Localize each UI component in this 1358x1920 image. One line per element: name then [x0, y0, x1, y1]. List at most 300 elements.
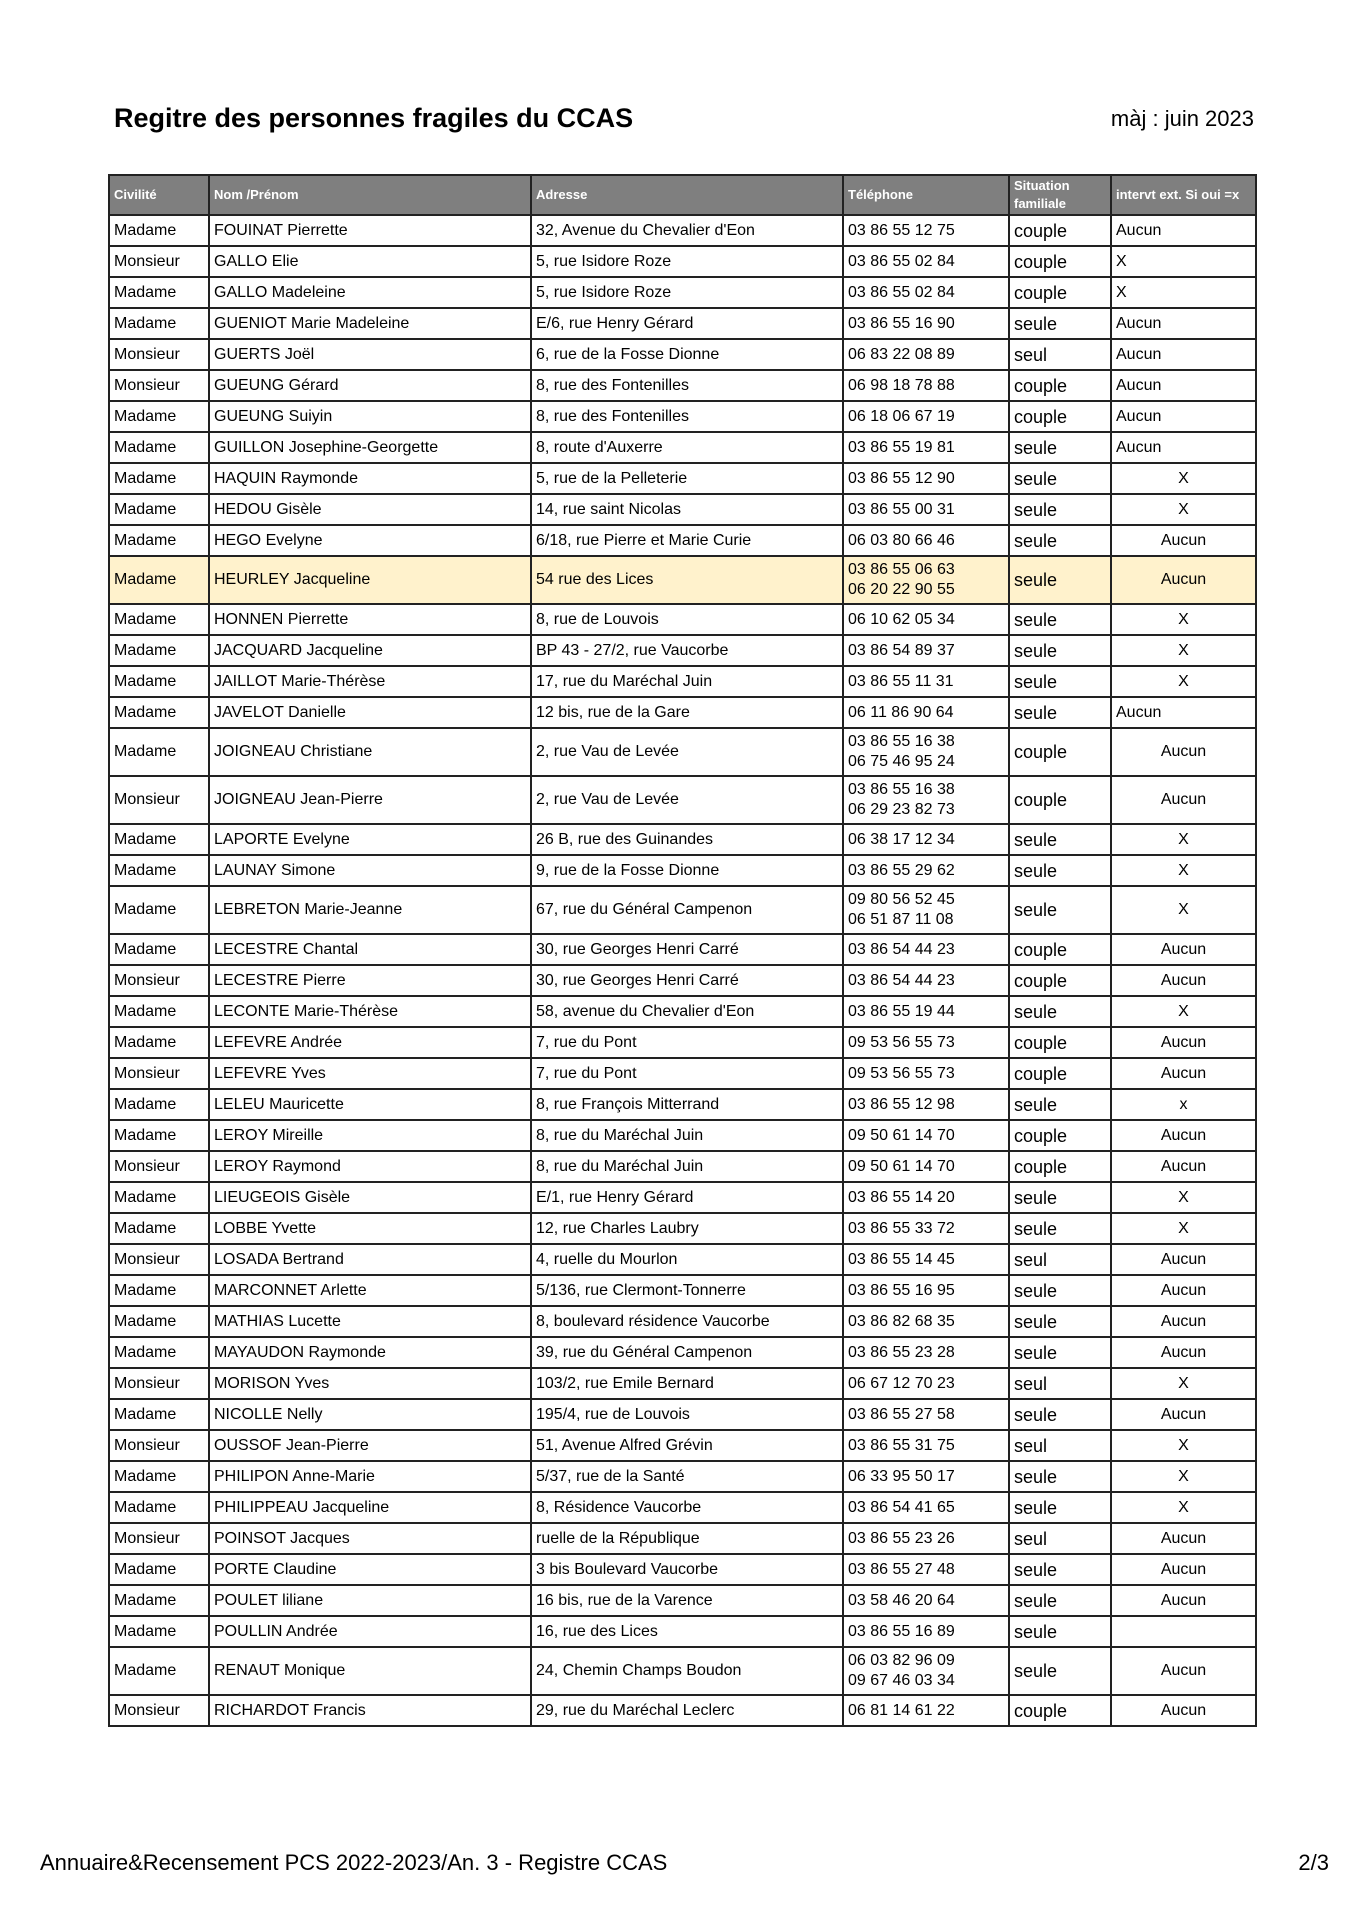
- cell-intervention: X: [1111, 1492, 1256, 1523]
- cell-civilite: Monsieur: [109, 1368, 209, 1399]
- cell-intervention: Aucun: [1111, 308, 1256, 339]
- cell-telephone: [843, 1399, 1009, 1430]
- cell-telephone: [843, 1647, 1009, 1695]
- phone-number: 06 20 22 90 55: [848, 581, 955, 598]
- phone-number: 03 86 55 23 28: [848, 1343, 955, 1361]
- cell-nom: LEROY Mireille: [209, 1120, 531, 1151]
- cell-civilite: Madame: [109, 463, 209, 494]
- phone-number: 03 86 55 00 31: [848, 500, 955, 518]
- cell-nom: LEFEVRE Yves: [209, 1058, 531, 1089]
- table-row: [109, 1306, 1256, 1337]
- table-row: [109, 824, 1256, 855]
- cell-telephone: [843, 824, 1009, 855]
- table-row: [109, 1244, 1256, 1275]
- col-header-adresse: Adresse: [531, 175, 843, 215]
- cell-situation: seule: [1009, 1492, 1111, 1523]
- cell-telephone: [843, 1523, 1009, 1554]
- cell-situation: couple: [1009, 1695, 1111, 1726]
- cell-civilite: Monsieur: [109, 1523, 209, 1554]
- cell-situation: seule: [1009, 463, 1111, 494]
- cell-intervention: Aucun: [1111, 1275, 1256, 1306]
- table-row: [109, 886, 1256, 934]
- cell-civilite: Madame: [109, 886, 209, 934]
- cell-civilite: Monsieur: [109, 1244, 209, 1275]
- cell-adresse: 16 bis, rue de la Varence: [531, 1585, 843, 1616]
- cell-nom: JACQUARD Jacqueline: [209, 635, 531, 666]
- table-row: [109, 308, 1256, 339]
- phone-number: 03 86 54 44 23: [848, 971, 955, 989]
- cell-nom: GUEUNG Gérard: [209, 370, 531, 401]
- cell-nom: LECESTRE Chantal: [209, 934, 531, 965]
- page-number: 2/3: [1298, 1850, 1329, 1875]
- cell-telephone: [843, 776, 1009, 824]
- table-row: [109, 1151, 1256, 1182]
- cell-intervention: Aucun: [1111, 1244, 1256, 1275]
- cell-situation: seule: [1009, 855, 1111, 886]
- table-row: [109, 1616, 1256, 1647]
- cell-civilite: Madame: [109, 1306, 209, 1337]
- table-row: [109, 1492, 1256, 1523]
- footer-reference: Annuaire&Recensement PCS 2022-2023/An. 3 - Registre CCAS: [40, 1850, 668, 1875]
- cell-adresse: 5/37, rue de la Santé: [531, 1461, 843, 1492]
- cell-nom: JOIGNEAU Christiane: [209, 728, 531, 776]
- table-row: [109, 996, 1256, 1027]
- cell-adresse: 2, rue Vau de Levée: [531, 776, 843, 824]
- cell-civilite: Madame: [109, 1027, 209, 1058]
- cell-situation: couple: [1009, 1120, 1111, 1151]
- cell-intervention: Aucun: [1111, 1306, 1256, 1337]
- cell-telephone: [843, 339, 1009, 370]
- phone-number: 06 38 17 12 34: [848, 830, 955, 848]
- phone-number: 06 98 18 78 88: [848, 376, 955, 394]
- cell-adresse: 8, Résidence Vaucorbe: [531, 1492, 843, 1523]
- cell-intervention: X: [1111, 246, 1256, 277]
- cell-civilite: Madame: [109, 1399, 209, 1430]
- cell-telephone: [843, 1337, 1009, 1368]
- cell-civilite: Madame: [109, 308, 209, 339]
- cell-nom: HEGO Evelyne: [209, 525, 531, 556]
- cell-adresse: 6/18, rue Pierre et Marie Curie: [531, 525, 843, 556]
- cell-situation: seule: [1009, 1182, 1111, 1213]
- cell-civilite: Madame: [109, 277, 209, 308]
- table-row: [109, 401, 1256, 432]
- cell-situation: seule: [1009, 604, 1111, 635]
- table-row: [109, 277, 1256, 308]
- phone-number: 09 50 61 14 70: [848, 1126, 955, 1144]
- cell-intervention: Aucun: [1111, 1120, 1256, 1151]
- phone-number: 09 53 56 55 73: [848, 1064, 955, 1082]
- cell-intervention: X: [1111, 1430, 1256, 1461]
- cell-situation: couple: [1009, 370, 1111, 401]
- cell-situation: seule: [1009, 824, 1111, 855]
- cell-telephone: [843, 697, 1009, 728]
- phone-number: 03 86 54 41 65: [848, 1498, 955, 1516]
- phone-number: 03 86 55 11 31: [848, 672, 954, 690]
- table-row: [109, 494, 1256, 525]
- col-header-nom: Nom /Prénom: [209, 175, 531, 215]
- phone-number: 03 86 55 19 81: [848, 438, 955, 456]
- cell-telephone: [843, 1089, 1009, 1120]
- cell-nom: LIEUGEOIS Gisèle: [209, 1182, 531, 1213]
- cell-nom: OUSSOF Jean-Pierre: [209, 1430, 531, 1461]
- phone-number: 03 86 55 06 63: [848, 561, 955, 578]
- table-row: [109, 666, 1256, 697]
- cell-intervention: X: [1111, 635, 1256, 666]
- cell-telephone: [843, 1461, 1009, 1492]
- phone-number: 03 86 55 33 72: [848, 1219, 955, 1237]
- phone-number: 03 86 55 27 58: [848, 1405, 955, 1423]
- cell-telephone: [843, 1027, 1009, 1058]
- table-row: [109, 1058, 1256, 1089]
- cell-telephone: [843, 1368, 1009, 1399]
- cell-adresse: 16, rue des Lices: [531, 1616, 843, 1647]
- phone-number: 03 86 55 23 26: [848, 1529, 955, 1547]
- cell-intervention: Aucun: [1111, 728, 1256, 776]
- cell-intervention: Aucun: [1111, 1554, 1256, 1585]
- cell-adresse: ruelle de la République: [531, 1523, 843, 1554]
- cell-intervention: Aucun: [1111, 339, 1256, 370]
- cell-adresse: 8, boulevard résidence Vaucorbe: [531, 1306, 843, 1337]
- phone-number: 03 86 55 14 20: [848, 1188, 955, 1206]
- table-row: [109, 246, 1256, 277]
- cell-civilite: Monsieur: [109, 339, 209, 370]
- phone-number: 03 86 55 02 84: [848, 283, 955, 301]
- cell-telephone: [843, 1244, 1009, 1275]
- phone-number: 03 86 55 16 38: [848, 781, 955, 798]
- cell-situation: seule: [1009, 1337, 1111, 1368]
- cell-adresse: 5, rue Isidore Roze: [531, 277, 843, 308]
- cell-adresse: 12 bis, rue de la Gare: [531, 697, 843, 728]
- cell-nom: LOSADA Bertrand: [209, 1244, 531, 1275]
- cell-nom: NICOLLE Nelly: [209, 1399, 531, 1430]
- cell-civilite: Madame: [109, 996, 209, 1027]
- table-row: [109, 339, 1256, 370]
- col-header-intervention: intervt ext. Si oui =x: [1111, 175, 1256, 215]
- cell-adresse: 7, rue du Pont: [531, 1027, 843, 1058]
- cell-adresse: 3 bis Boulevard Vaucorbe: [531, 1554, 843, 1585]
- cell-telephone: [843, 996, 1009, 1027]
- cell-intervention: Aucun: [1111, 1027, 1256, 1058]
- cell-adresse: 8, rue du Maréchal Juin: [531, 1151, 843, 1182]
- phone-number: 03 86 55 16 89: [848, 1622, 955, 1640]
- phone-number: 03 86 55 16 90: [848, 314, 955, 332]
- cell-telephone: [843, 1120, 1009, 1151]
- cell-situation: couple: [1009, 246, 1111, 277]
- cell-intervention: Aucun: [1111, 965, 1256, 996]
- cell-adresse: 54 rue des Lices: [531, 556, 843, 604]
- cell-situation: seule: [1009, 1399, 1111, 1430]
- cell-situation: seule: [1009, 1585, 1111, 1616]
- cell-adresse: 8, rue de Louvois: [531, 604, 843, 635]
- cell-nom: POINSOT Jacques: [209, 1523, 531, 1554]
- cell-nom: LEBRETON Marie-Jeanne: [209, 886, 531, 934]
- phone-number: 03 86 54 89 37: [848, 641, 955, 659]
- cell-telephone: [843, 432, 1009, 463]
- cell-situation: couple: [1009, 1027, 1111, 1058]
- cell-situation: seul: [1009, 339, 1111, 370]
- cell-civilite: Madame: [109, 1213, 209, 1244]
- cell-telephone: [843, 1275, 1009, 1306]
- cell-telephone: [843, 556, 1009, 604]
- registry-table: [108, 174, 1257, 1727]
- table-row: [109, 1523, 1256, 1554]
- cell-adresse: 9, rue de la Fosse Dionne: [531, 855, 843, 886]
- cell-civilite: Madame: [109, 1120, 209, 1151]
- table-body: [109, 215, 1256, 1726]
- cell-nom: LAPORTE Evelyne: [209, 824, 531, 855]
- cell-telephone: [843, 1182, 1009, 1213]
- cell-intervention: X: [1111, 855, 1256, 886]
- page-title: Regitre des personnes fragiles du CCAS: [114, 103, 634, 133]
- cell-intervention: X: [1111, 463, 1256, 494]
- cell-nom: MATHIAS Lucette: [209, 1306, 531, 1337]
- cell-adresse: 30, rue Georges Henri Carré: [531, 934, 843, 965]
- cell-situation: seule: [1009, 556, 1111, 604]
- table-row: [109, 1182, 1256, 1213]
- cell-nom: GUERTS Joël: [209, 339, 531, 370]
- cell-situation: seule: [1009, 697, 1111, 728]
- cell-nom: LOBBE Yvette: [209, 1213, 531, 1244]
- cell-civilite: Madame: [109, 401, 209, 432]
- cell-adresse: 8, rue François Mitterrand: [531, 1089, 843, 1120]
- cell-civilite: Madame: [109, 1089, 209, 1120]
- table-row: [109, 1120, 1256, 1151]
- cell-telephone: [843, 1585, 1009, 1616]
- phone-number: 03 86 55 19 44: [848, 1002, 955, 1020]
- cell-civilite: Madame: [109, 728, 209, 776]
- cell-situation: seule: [1009, 308, 1111, 339]
- table-row: [109, 463, 1256, 494]
- cell-adresse: 32, Avenue du Chevalier d'Eon: [531, 215, 843, 246]
- cell-intervention: X: [1111, 1461, 1256, 1492]
- cell-intervention: X: [1111, 1182, 1256, 1213]
- table-row: [109, 1430, 1256, 1461]
- cell-adresse: E/1, rue Henry Gérard: [531, 1182, 843, 1213]
- cell-telephone: [843, 308, 1009, 339]
- cell-nom: GALLO Elie: [209, 246, 531, 277]
- table-row: [109, 1585, 1256, 1616]
- cell-situation: seule: [1009, 1647, 1111, 1695]
- cell-civilite: Madame: [109, 432, 209, 463]
- cell-telephone: [843, 525, 1009, 556]
- cell-civilite: Madame: [109, 666, 209, 697]
- cell-nom: MAYAUDON Raymonde: [209, 1337, 531, 1368]
- phone-number: 03 86 82 68 35: [848, 1312, 955, 1330]
- table-row: [109, 776, 1256, 824]
- cell-nom: HEDOU Gisèle: [209, 494, 531, 525]
- cell-situation: couple: [1009, 1151, 1111, 1182]
- cell-adresse: 8, route d'Auxerre: [531, 432, 843, 463]
- cell-telephone: [843, 1492, 1009, 1523]
- phone-number: 06 67 12 70 23: [848, 1374, 955, 1392]
- cell-intervention: [1111, 1616, 1256, 1647]
- cell-civilite: Madame: [109, 635, 209, 666]
- phone-number: 09 80 56 52 45: [848, 891, 955, 908]
- cell-nom: HONNEN Pierrette: [209, 604, 531, 635]
- cell-nom: POULET liliane: [209, 1585, 531, 1616]
- phone-number: 03 86 55 14 45: [848, 1250, 955, 1268]
- cell-situation: seul: [1009, 1368, 1111, 1399]
- cell-nom: LELEU Mauricette: [209, 1089, 531, 1120]
- cell-civilite: Madame: [109, 1492, 209, 1523]
- cell-situation: seule: [1009, 666, 1111, 697]
- table-row: [109, 1399, 1256, 1430]
- cell-adresse: BP 43 - 27/2, rue Vaucorbe: [531, 635, 843, 666]
- cell-civilite: Madame: [109, 1647, 209, 1695]
- cell-civilite: Monsieur: [109, 965, 209, 996]
- cell-nom: MORISON Yves: [209, 1368, 531, 1399]
- cell-intervention: X: [1111, 1213, 1256, 1244]
- cell-situation: seule: [1009, 1461, 1111, 1492]
- cell-telephone: [843, 1616, 1009, 1647]
- cell-intervention: Aucun: [1111, 215, 1256, 246]
- cell-telephone: [843, 463, 1009, 494]
- table-row: [109, 1695, 1256, 1726]
- cell-situation: couple: [1009, 965, 1111, 996]
- cell-intervention: Aucun: [1111, 776, 1256, 824]
- cell-intervention: X: [1111, 277, 1256, 308]
- cell-adresse: 8, rue des Fontenilles: [531, 401, 843, 432]
- cell-nom: HAQUIN Raymonde: [209, 463, 531, 494]
- cell-nom: PORTE Claudine: [209, 1554, 531, 1585]
- phone-number: 03 86 55 12 90: [848, 469, 955, 487]
- cell-civilite: Madame: [109, 556, 209, 604]
- cell-civilite: Monsieur: [109, 776, 209, 824]
- table-row: [109, 635, 1256, 666]
- table-row: [109, 215, 1256, 246]
- cell-nom: LEROY Raymond: [209, 1151, 531, 1182]
- cell-civilite: Madame: [109, 697, 209, 728]
- cell-adresse: 5, rue de la Pelleterie: [531, 463, 843, 494]
- cell-nom: LEFEVRE Andrée: [209, 1027, 531, 1058]
- cell-adresse: 26 B, rue des Guinandes: [531, 824, 843, 855]
- cell-adresse: 12, rue Charles Laubry: [531, 1213, 843, 1244]
- cell-telephone: [843, 728, 1009, 776]
- cell-situation: couple: [1009, 776, 1111, 824]
- cell-nom: HEURLEY Jacqueline: [209, 556, 531, 604]
- cell-intervention: X: [1111, 886, 1256, 934]
- cell-situation: seule: [1009, 1213, 1111, 1244]
- cell-adresse: 6, rue de la Fosse Dionne: [531, 339, 843, 370]
- phone-number: 03 86 55 16 38: [848, 733, 955, 750]
- cell-intervention: X: [1111, 1368, 1256, 1399]
- col-header-civilite: Civilité: [109, 175, 209, 215]
- table-row: [109, 1461, 1256, 1492]
- phone-number: 03 86 55 02 84: [848, 252, 955, 270]
- cell-intervention: Aucun: [1111, 556, 1256, 604]
- cell-intervention: X: [1111, 604, 1256, 635]
- phone-number: 06 83 22 08 89: [848, 345, 955, 363]
- col-header-telephone: Téléphone: [843, 175, 1009, 215]
- phone-number: 03 86 54 44 23: [848, 940, 955, 958]
- cell-situation: seule: [1009, 886, 1111, 934]
- phone-number: 03 86 55 31 75: [848, 1436, 955, 1454]
- cell-situation: seul: [1009, 1244, 1111, 1275]
- cell-nom: PHILIPPEAU Jacqueline: [209, 1492, 531, 1523]
- cell-telephone: [843, 855, 1009, 886]
- phone-number: 03 86 55 29 62: [848, 861, 955, 879]
- cell-situation: seule: [1009, 1554, 1111, 1585]
- cell-adresse: 39, rue du Général Campenon: [531, 1337, 843, 1368]
- table-row: [109, 1089, 1256, 1120]
- cell-civilite: Madame: [109, 604, 209, 635]
- cell-intervention: Aucun: [1111, 525, 1256, 556]
- cell-civilite: Madame: [109, 1616, 209, 1647]
- cell-civilite: Madame: [109, 1275, 209, 1306]
- phone-number: 06 75 46 95 24: [848, 753, 955, 770]
- cell-situation: couple: [1009, 401, 1111, 432]
- table-row: [109, 1337, 1256, 1368]
- cell-nom: MARCONNET Arlette: [209, 1275, 531, 1306]
- cell-nom: LAUNAY Simone: [209, 855, 531, 886]
- cell-intervention: Aucun: [1111, 432, 1256, 463]
- cell-nom: GUENIOT Marie Madeleine: [209, 308, 531, 339]
- cell-telephone: [843, 965, 1009, 996]
- phone-number: 06 33 95 50 17: [848, 1467, 955, 1485]
- cell-situation: seul: [1009, 1430, 1111, 1461]
- cell-adresse: 58, avenue du Chevalier d'Eon: [531, 996, 843, 1027]
- cell-nom: GUILLON Josephine-Georgette: [209, 432, 531, 463]
- cell-telephone: [843, 604, 1009, 635]
- cell-civilite: Monsieur: [109, 1695, 209, 1726]
- cell-nom: LECESTRE Pierre: [209, 965, 531, 996]
- cell-situation: seule: [1009, 1089, 1111, 1120]
- table-row: [109, 1213, 1256, 1244]
- table-row: [109, 604, 1256, 635]
- cell-situation: seule: [1009, 525, 1111, 556]
- phone-number: 06 51 87 11 08: [848, 911, 954, 928]
- table-row: [109, 1275, 1256, 1306]
- cell-adresse: E/6, rue Henry Gérard: [531, 308, 843, 339]
- cell-nom: GALLO Madeleine: [209, 277, 531, 308]
- cell-nom: RENAUT Monique: [209, 1647, 531, 1695]
- cell-situation: seule: [1009, 1616, 1111, 1647]
- cell-situation: seul: [1009, 1523, 1111, 1554]
- cell-intervention: Aucun: [1111, 1151, 1256, 1182]
- table-row: [109, 965, 1256, 996]
- cell-intervention: Aucun: [1111, 1585, 1256, 1616]
- cell-nom: JAVELOT Danielle: [209, 697, 531, 728]
- cell-nom: JOIGNEAU Jean-Pierre: [209, 776, 531, 824]
- cell-nom: PHILIPON Anne-Marie: [209, 1461, 531, 1492]
- cell-intervention: Aucun: [1111, 697, 1256, 728]
- cell-intervention: X: [1111, 996, 1256, 1027]
- phone-number: 09 53 56 55 73: [848, 1033, 955, 1051]
- phone-number: 06 11 86 90 64: [848, 703, 954, 721]
- table-row: [109, 697, 1256, 728]
- phone-number: 09 67 46 03 34: [848, 1672, 955, 1689]
- cell-civilite: Madame: [109, 1461, 209, 1492]
- table-row: [109, 1647, 1256, 1695]
- col-header-situation: Situation familiale: [1009, 175, 1111, 215]
- cell-intervention: Aucun: [1111, 401, 1256, 432]
- table-row: [109, 1554, 1256, 1585]
- phone-number: 03 58 46 20 64: [848, 1591, 955, 1609]
- cell-civilite: Madame: [109, 1182, 209, 1213]
- cell-adresse: 2, rue Vau de Levée: [531, 728, 843, 776]
- update-date: màj : juin 2023: [1110, 106, 1254, 131]
- cell-civilite: Madame: [109, 525, 209, 556]
- table-row: [109, 556, 1256, 604]
- cell-nom: FOUINAT Pierrette: [209, 215, 531, 246]
- cell-adresse: 5/136, rue Clermont-Tonnerre: [531, 1275, 843, 1306]
- cell-civilite: Madame: [109, 1585, 209, 1616]
- cell-telephone: [843, 1430, 1009, 1461]
- cell-telephone: [843, 246, 1009, 277]
- cell-situation: couple: [1009, 1058, 1111, 1089]
- cell-nom: POULLIN Andrée: [209, 1616, 531, 1647]
- cell-nom: GUEUNG Suiyin: [209, 401, 531, 432]
